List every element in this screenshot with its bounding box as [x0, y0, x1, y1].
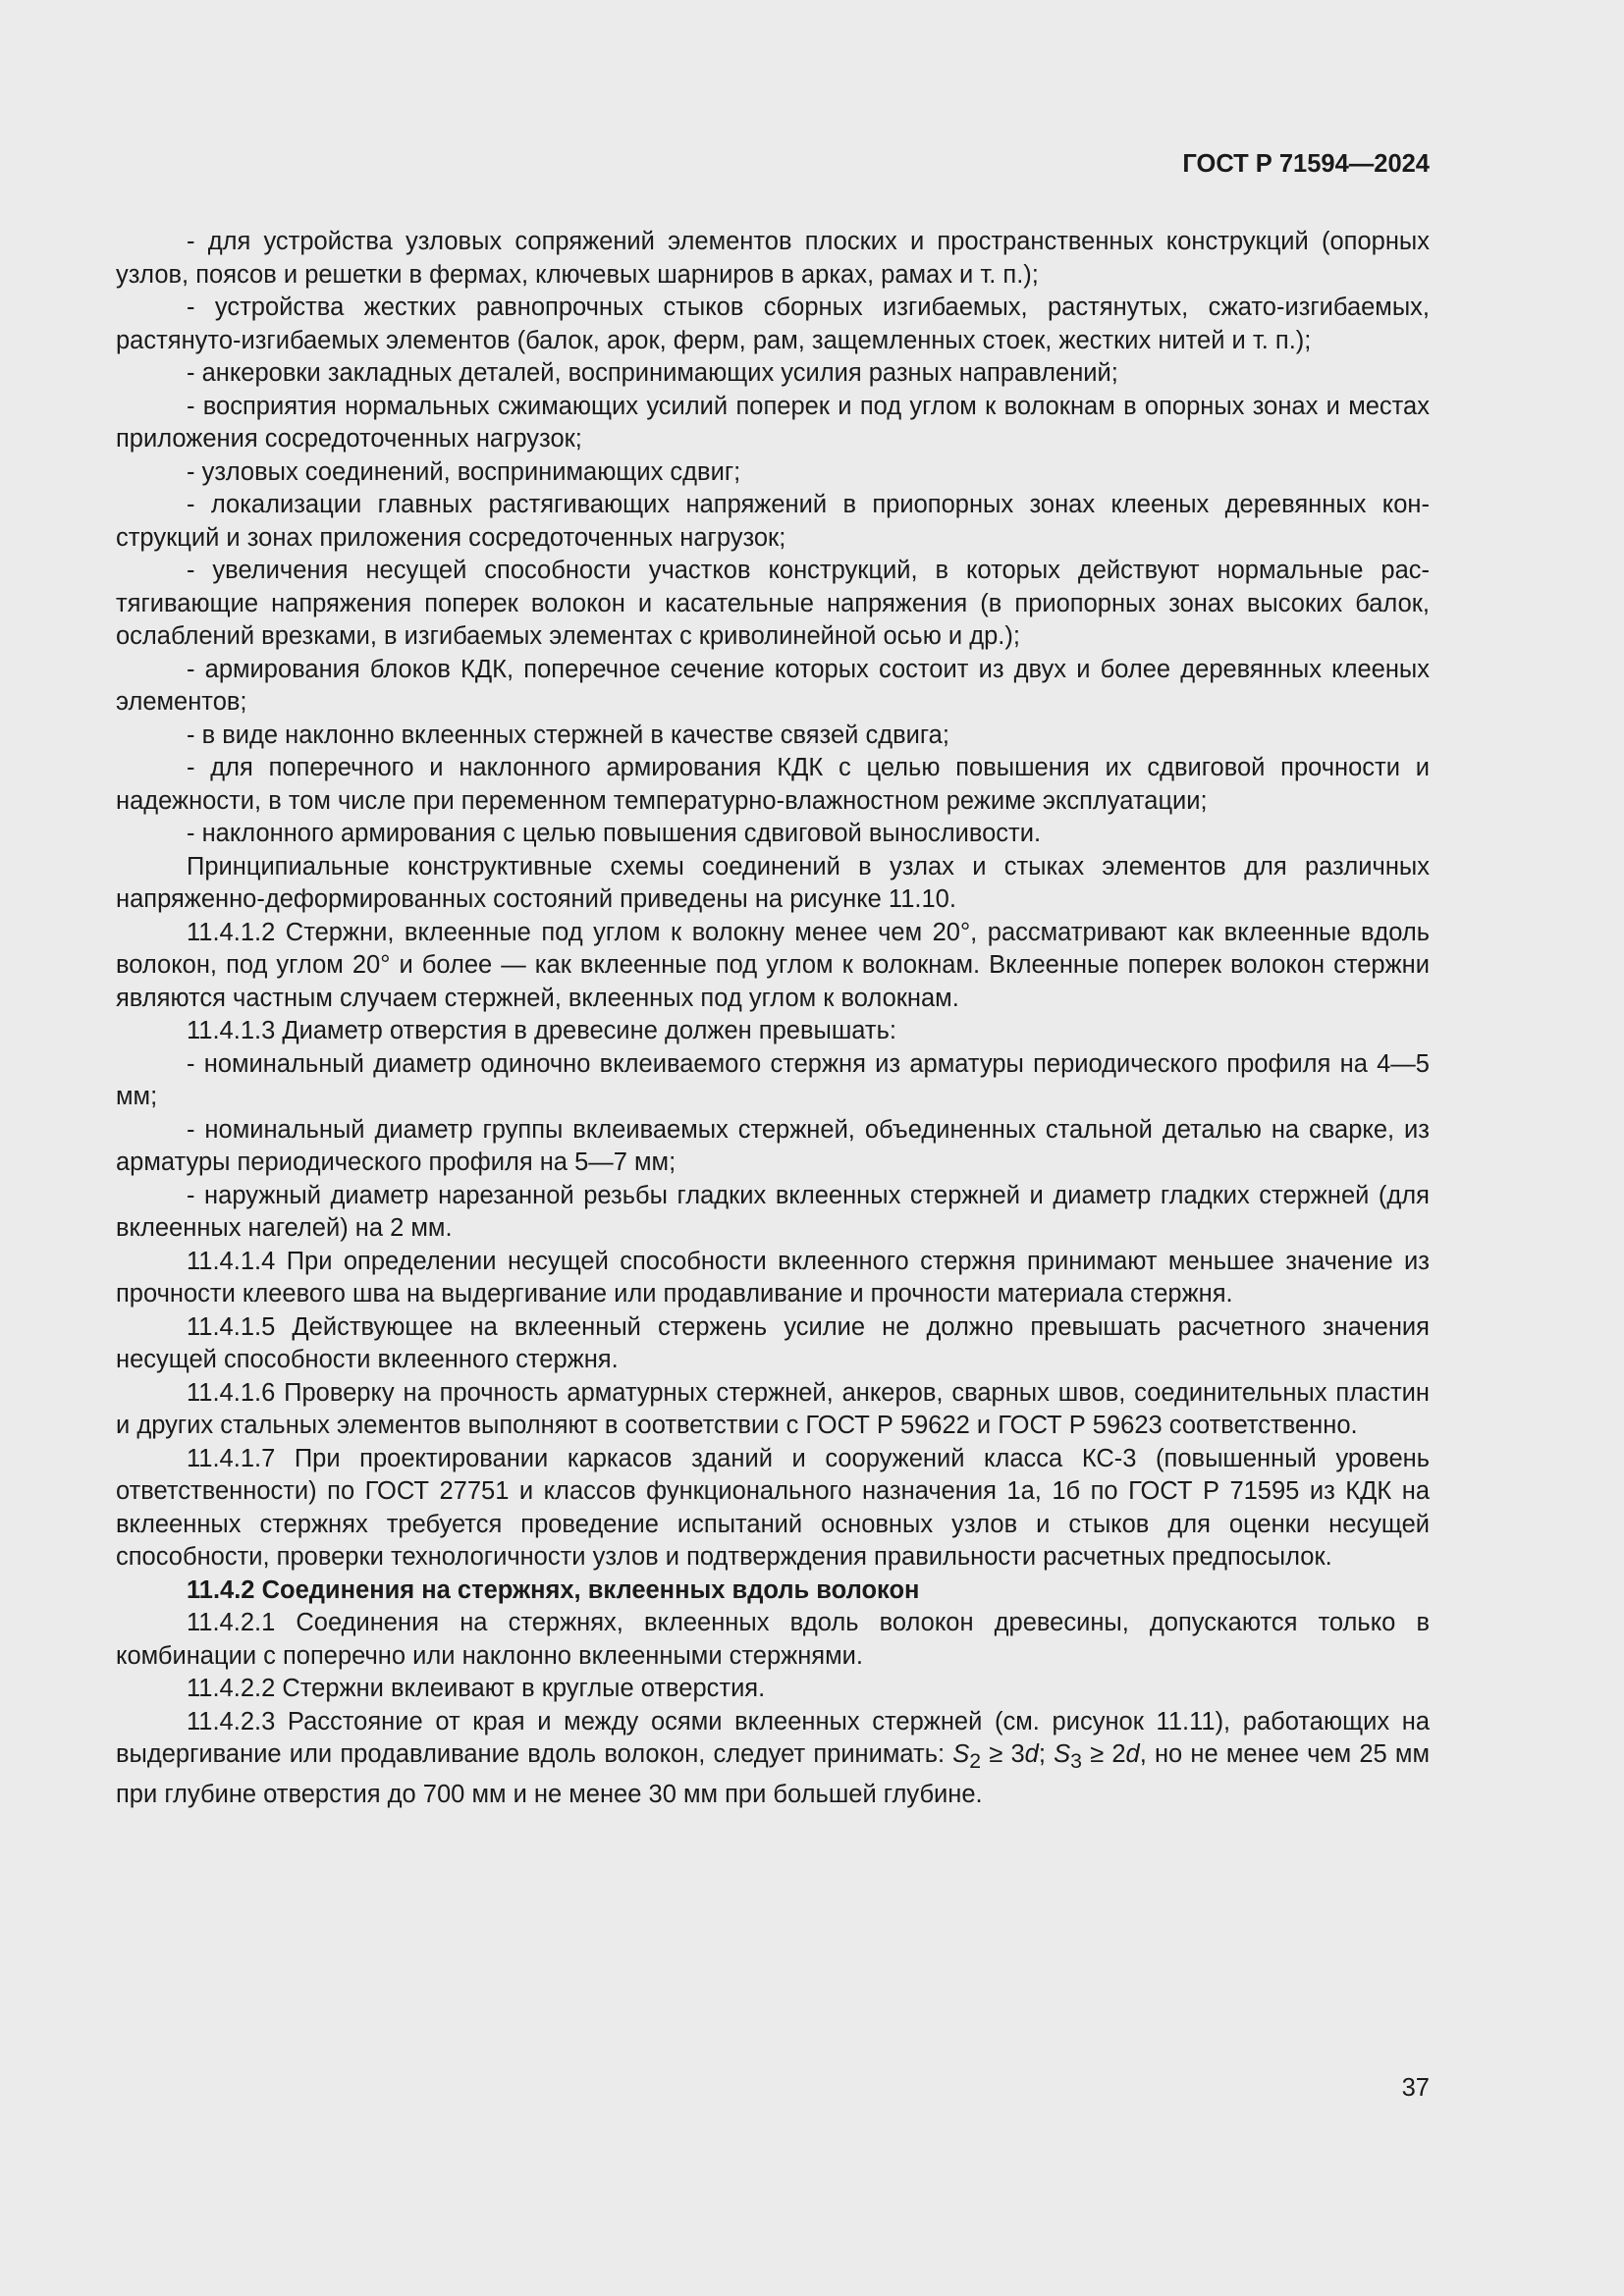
paragraph-with-formula [116, 1706, 1430, 1812]
paragraph: 11.4.1.2 Стержни, вклеенные под углом к волокну менее чем 20°, рассматривают как вклеенные вдоль волокон, под углом 20° и более — как вклеенные под углом к волокнам. Вклеенные поперек волокон стержни являются частным случаем стержней, вклеенных под углом к волокнам. [116, 918, 1430, 1012]
paragraph: 11.4.1.3 Диаметр отверстия в древесине должен превышать: [187, 1017, 896, 1044]
formula-variable: S [952, 1740, 970, 1768]
paragraph: - узловых соединений, воспринимающих сдвиг; [187, 457, 741, 486]
paragraph: - номинальный диаметр одиночно вклеиваемого стержня из арматуры периодического профиля на 4—5 мм; [116, 1049, 1430, 1110]
paragraph: 11.4.2.1 Соединения на стержнях, вклеенных вдоль волокон древесины, допускаются только в комбинации с поперечно или наклонно вклеенными стержнями. [116, 1609, 1430, 1670]
formula-variable: d [1024, 1740, 1039, 1768]
paragraph: - для поперечного и наклонного армирования КДК с целью повышения их сдвиговой прочности и надежности, в том числе при переменном температурно-влажностном режиме эксплуатации; [116, 754, 1430, 815]
formula-subscript: 3 [1070, 1749, 1082, 1774]
paragraph: 11.4.1.5 Действующее на вклеенный стержень усилие не должно превышать расчетного значения несущей способности вклеенного стержня. [116, 1312, 1430, 1373]
paragraph: 11.4.1.4 При определении несущей способности вклеенного стержня принимают меньшее значение из прочности клеевого шва на выдергивание или продавливание и прочности материала стержня. [116, 1247, 1430, 1308]
paragraph: - локализации главных растягивающих напряжений в приопорных зонах клееных деревянных конструкций и зонах приложения сосредоточенных нагрузок; [116, 491, 1430, 552]
formula-subscript: 2 [969, 1749, 982, 1774]
paragraph: 11.4.2.2 Стержни вклеивают в круглые отверстия. [187, 1675, 766, 1702]
paragraph: - устройства жестких равнопрочных стыков сборных изгибаемых, растянутых, сжато-изгибаемых, растянуто-изгибаемых элементов (балок, арок, ферм, рам, защемленных стоек, жестких нитей и т. п.); [116, 294, 1430, 354]
formula-relation: ≥ 2 [1081, 1740, 1126, 1768]
paragraph: - наклонного армирования с целью повышения сдвиговой выносливости. [187, 820, 1042, 847]
paragraph: 11.4.1.6 Проверку на прочность арматурных стержней, анкеров, сварных швов, соединительных пластин и других стальных элементов выполняют в соответствии с ГОСТ Р 59622 и ГОСТ Р 59623 соответственно. [116, 1378, 1430, 1439]
paragraph: - в виде наклонно вклеенных стержней в качестве связей сдвига; [187, 721, 949, 749]
document-header: ГОСТ Р 71594—2024 [1182, 150, 1430, 178]
formula-separator: ; [1038, 1740, 1055, 1768]
paragraph: - наружный диаметр нарезанной резьбы гладких вклеенных стержней и диаметр гладких стержней (для вклеенных нагелей) на 2 мм. [116, 1181, 1430, 1242]
formula-variable: d [1125, 1740, 1140, 1768]
paragraph: Принципиальные конструктивные схемы соединений в узлах и стыках элементов для различных напряженно-деформированных состояний приведены на рисунке 11.10. [116, 852, 1430, 913]
paragraph: - восприятия нормальных сжимающих усилий поперек и под углом к волокнам в опорных зонах и местах приложения сосредоточенных нагрузок; [116, 392, 1430, 453]
formula-variable: S [1054, 1740, 1071, 1768]
formula-relation: ≥ 3 [981, 1740, 1025, 1768]
paragraph: - увеличения несущей способности участков конструкций, в которых действуют нормальные растягивающие напряжения поперек волокон и касательные напряжения (в приопорных зонах высоких балок, ослаблений врезками, в изгибаемых элементах с криволинейной осью и др.); [116, 557, 1430, 650]
paragraph-text: , но не менее чем 25 мм при глубине отверстия до 700 мм и не менее 30 мм при большей глубине. [116, 1740, 1430, 1808]
paragraph-text: 11.4.2.3 Расстояние от края и между осями вклеенных стержней (см. рисунок 11.11), работающих на выдергивание или продавливание вдоль волокон, следует принимать: [116, 1707, 1430, 1768]
document-body [116, 226, 1430, 1811]
paragraph: - армирования блоков КДК, поперечное сечение которых состоит из двух и более деревянных клееных элементов; [116, 655, 1430, 716]
page-number: 37 [1401, 2074, 1430, 2102]
paragraph: - номинальный диаметр группы вклеиваемых стержней, объединенных стальной деталью на сварке, из арматуры периодического профиля на 5—7 мм; [116, 1115, 1430, 1176]
paragraph: 11.4.1.7 При проектировании каркасов зданий и сооружений класса КС-3 (повышенный уровень ответственности) по ГОСТ 27751 и классов функционального назначения 1а, 1б по ГОСТ Р 71595 из КДК на вклеенных стержнях требуется проведение испытаний основных узлов и стыков для оценки несущей способности, проверки технологичности узлов и подтверждения правильности расчетных предпосылок. [116, 1444, 1430, 1571]
paragraph: - анкеровки закладных деталей, воспринимающих усилия разных направлений; [187, 359, 1118, 387]
paragraph: - для устройства узловых сопряжений элементов плоских и пространственных конструкций (опорных узлов, поясов и решетки в фермах, ключевых шарниров в арках, рамах и т. п.); [116, 228, 1430, 289]
section-heading: 11.4.2 Соединения на стержнях, вклеенных вдоль волокон [187, 1575, 920, 1604]
